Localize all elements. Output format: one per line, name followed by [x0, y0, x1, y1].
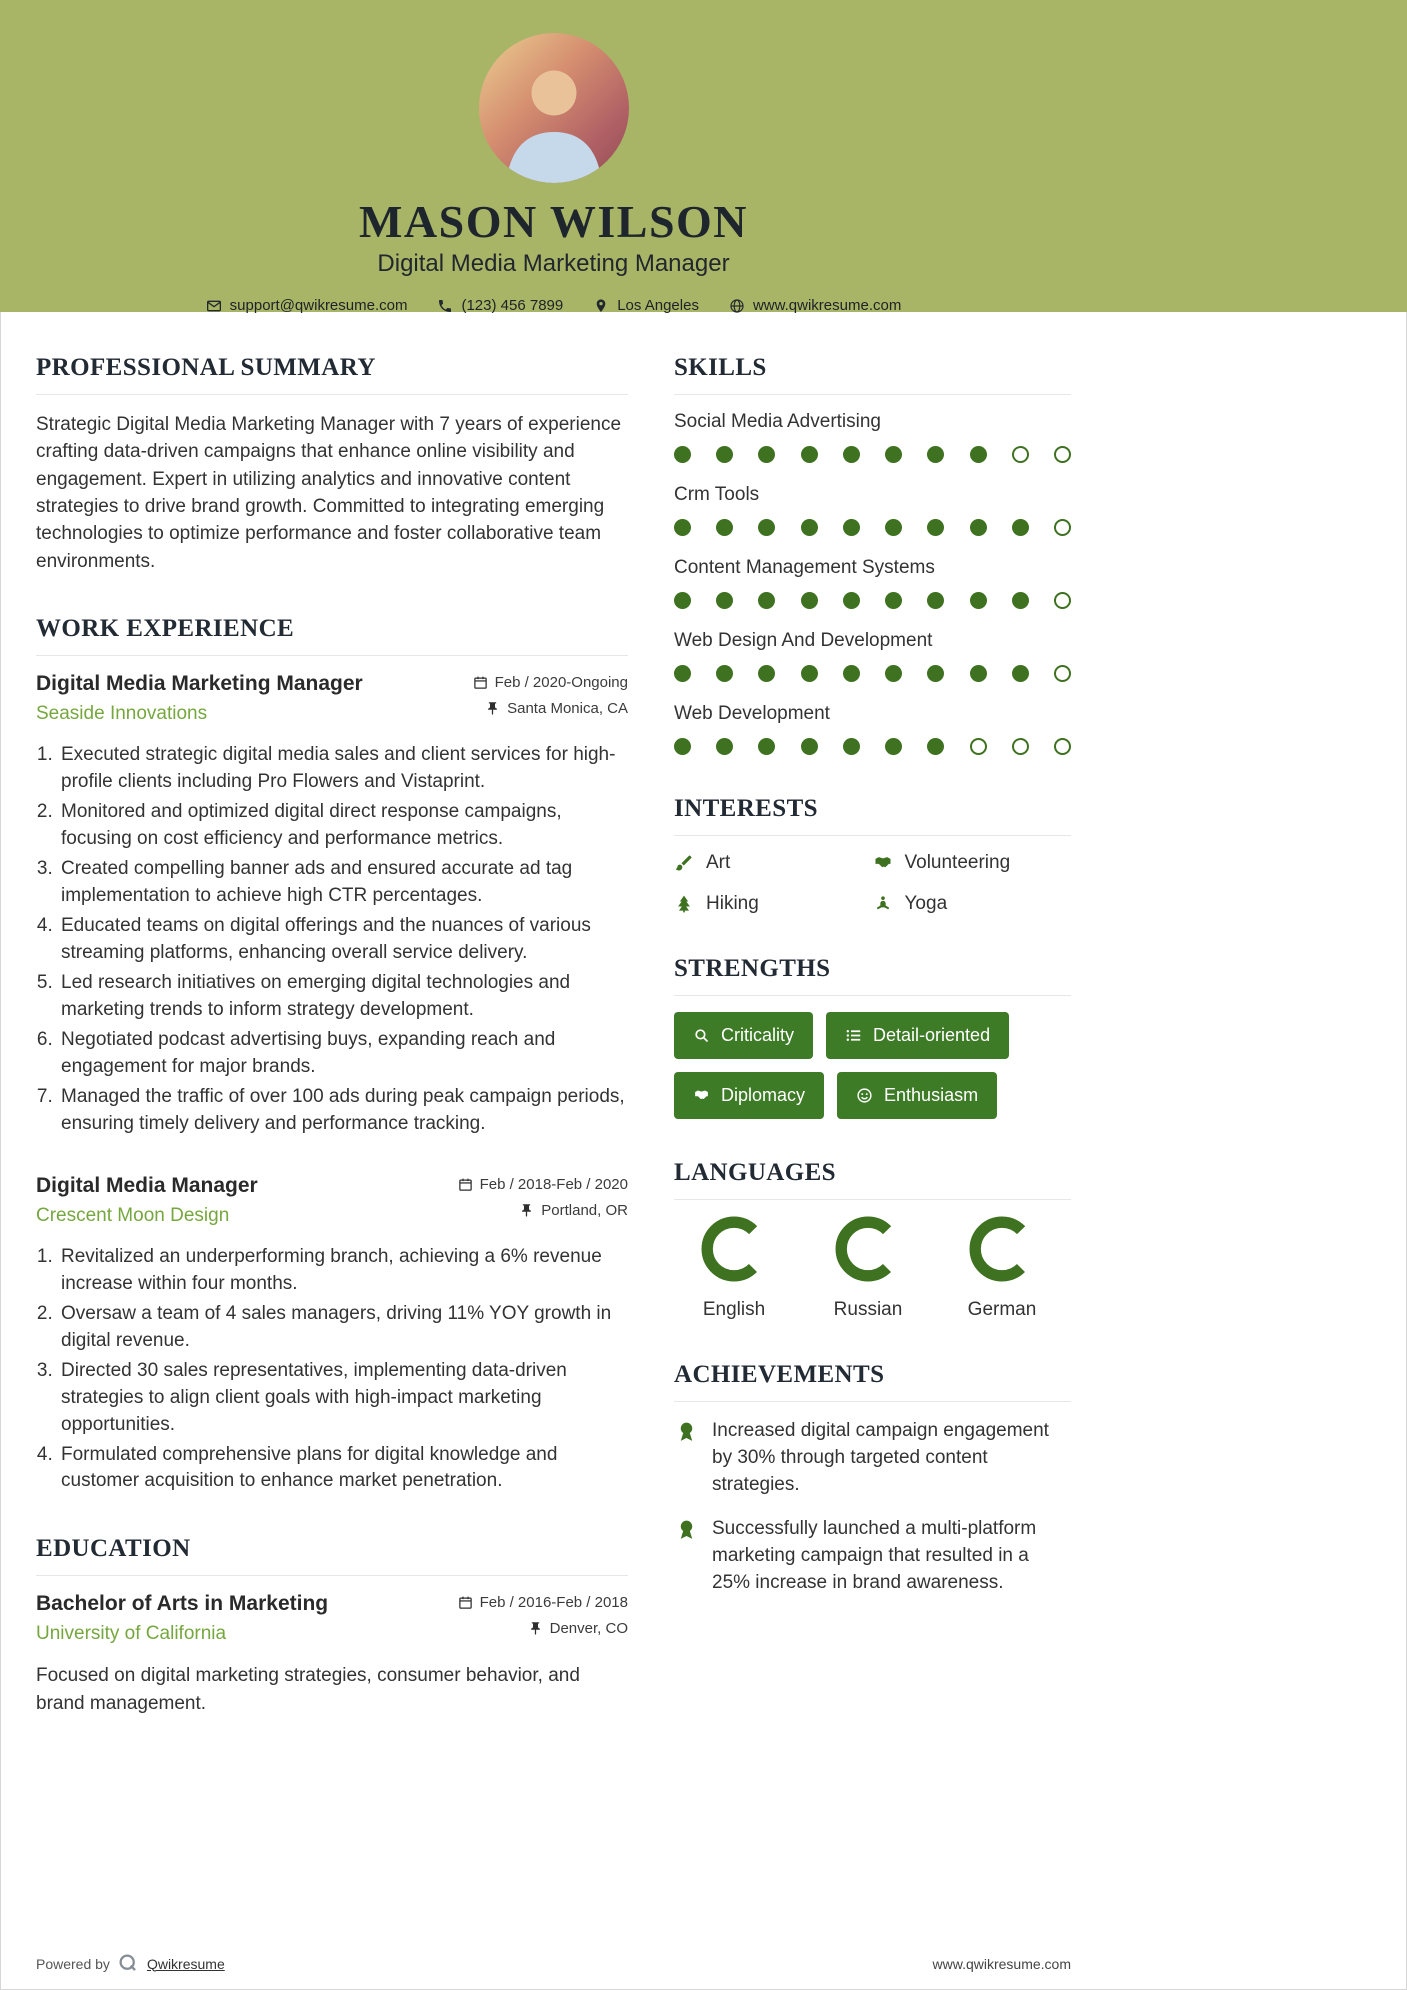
skill-rating [674, 592, 1071, 609]
skill-dot-filled [674, 446, 691, 463]
skill-dot-filled [674, 592, 691, 609]
contact-website [729, 297, 901, 314]
section-work-experience [36, 615, 628, 1495]
phone-icon [437, 298, 453, 314]
job-title: Digital Media Manager [36, 1173, 258, 1197]
company-name: Crescent Moon Design [36, 1204, 230, 1226]
calendar-icon [458, 1595, 473, 1610]
education-head-right [458, 1592, 628, 1646]
skill-dot-empty [1054, 446, 1071, 463]
job-bullet: 4. Educated teams on digital offerings and the nuances of various streaming platforms, enhancing overall service delivery. [58, 913, 628, 967]
strengths-heading: STRENGTHS [674, 955, 1071, 996]
skill-dot-filled [927, 592, 944, 609]
job-location-text: Portland, OR [541, 1201, 628, 1219]
meditation-icon [873, 894, 893, 914]
skill-dot-filled [843, 519, 860, 536]
strength-label: Enthusiasm [884, 1085, 979, 1105]
header [0, 0, 1407, 312]
skill-name: Web Design And Development [674, 630, 933, 651]
job-dates [473, 674, 628, 691]
skill-dot-filled [758, 592, 775, 609]
job-location-text: Santa Monica, CA [507, 700, 628, 718]
pushpin-icon [485, 701, 500, 716]
job-date-text: Feb / 2020-Ongoing [494, 674, 628, 692]
skill-name: Social Media Advertising [674, 411, 881, 432]
job-date-text: Feb / 2018-Feb / 2020 [479, 1175, 628, 1193]
education-location [458, 1620, 628, 1637]
skill-rating [674, 665, 1071, 682]
education-heading: EDUCATION [36, 1535, 628, 1576]
globe-icon [729, 298, 745, 314]
skill-dot-filled [927, 665, 944, 682]
job-bullet: 7. Managed the traffic of over 100 ads during peak campaign periods, ensuring timely delivery and performance tracking. [58, 1084, 628, 1138]
resume-sheet [0, 312, 1107, 1757]
interest-label: Art [706, 852, 731, 873]
skill-dot-filled [758, 665, 775, 682]
interest-label: Yoga [904, 893, 948, 914]
profile-photo [479, 33, 629, 183]
contact-phone-text: (123) 456 7899 [461, 297, 564, 314]
interests-grid [674, 852, 1071, 915]
skill-dot-filled [927, 738, 944, 755]
skill-dot-filled [674, 665, 691, 682]
language-level-arc [701, 1216, 767, 1282]
job-head-left [36, 672, 363, 725]
language-name: Russian [833, 1299, 903, 1320]
job-bullets [36, 1244, 628, 1496]
list-icon [845, 1027, 862, 1044]
achievement-text: Successfully launched a multi-platform marketing campaign that resulted in a 25% increase in brand awareness. [712, 1517, 1037, 1593]
education-dates [458, 1594, 628, 1611]
skill-item [674, 557, 1071, 609]
skill-item [674, 484, 1071, 536]
skill-dot-filled [674, 738, 691, 755]
education-location-text: Denver, CO [549, 1620, 628, 1638]
skill-rating [674, 519, 1071, 536]
job-dates [458, 1176, 628, 1193]
skill-dot-filled [801, 592, 818, 609]
skill-dot-filled [885, 665, 902, 682]
job-location [473, 700, 628, 717]
skill-dot-filled [927, 446, 944, 463]
strength-chip [837, 1072, 997, 1119]
strength-chip [674, 1072, 824, 1119]
qwikresume-link[interactable]: Qwikresume [146, 1955, 225, 1972]
job-bullet: 5. Led research initiatives on emerging digital technologies and marketing trends to inform strategy development. [58, 970, 628, 1024]
skill-dot-filled [801, 665, 818, 682]
education-head [36, 1592, 628, 1646]
school-name: University of California [36, 1623, 227, 1645]
skill-dot-filled [970, 519, 987, 536]
job-head-left [36, 1174, 258, 1227]
skill-name: Crm Tools [674, 484, 760, 505]
interest-item [674, 893, 873, 915]
achievements-list [674, 1418, 1071, 1597]
interest-label: Hiking [706, 893, 759, 914]
languages-list [674, 1216, 1071, 1321]
skill-dot-filled [716, 519, 733, 536]
skill-item [674, 703, 1071, 755]
languages-heading: LANGUAGES [674, 1159, 1071, 1200]
skill-dot-empty [1054, 519, 1071, 536]
skill-rating [674, 446, 1071, 463]
job-location [458, 1202, 628, 1219]
interests-heading: INTERESTS [674, 795, 1071, 836]
skill-dot-filled [801, 446, 818, 463]
pushpin-icon [528, 1621, 543, 1636]
skill-dot-filled [801, 738, 818, 755]
profile-photo-silhouette [479, 33, 629, 183]
job-bullet: 4. Formulated comprehensive plans for digital knowledge and customer acquisition to enhance market penetration. [58, 1442, 628, 1496]
skill-dot-filled [970, 446, 987, 463]
strength-chip [674, 1012, 813, 1059]
degree-title: Bachelor of Arts in Marketing [36, 1592, 329, 1616]
left-column [36, 354, 628, 1757]
contact-location [593, 297, 699, 314]
language-name: German [967, 1299, 1037, 1320]
job-title: Digital Media Marketing Manager [36, 672, 363, 696]
summary-heading: PROFESSIONAL SUMMARY [36, 354, 628, 395]
skill-name: Web Development [674, 703, 830, 724]
skill-dot-filled [716, 665, 733, 682]
qwikresume-logo-icon [118, 1953, 139, 1974]
language-level-arc [835, 1216, 901, 1282]
job-bullet: 3. Directed 30 sales representatives, implementing data-driven strategies to align client goals with high-impact marketing opportunities. [58, 1358, 628, 1439]
skill-dot-filled [843, 665, 860, 682]
skill-rating [674, 738, 1071, 755]
language-item [808, 1216, 928, 1321]
footer [36, 1953, 1071, 1974]
skill-dot-filled [1012, 592, 1029, 609]
calendar-icon [458, 1177, 473, 1192]
skill-dot-filled [674, 519, 691, 536]
education-head-left [36, 1592, 328, 1645]
work-heading: WORK EXPERIENCE [36, 615, 628, 656]
skill-dot-filled [885, 738, 902, 755]
smiley-icon [856, 1087, 873, 1104]
contact-phone [437, 297, 563, 314]
email-icon [206, 298, 222, 314]
job-head [36, 1174, 628, 1228]
skill-dot-filled [843, 592, 860, 609]
section-skills [674, 354, 1071, 755]
contact-location-text: Los Angeles [617, 297, 699, 314]
skills-list [674, 411, 1071, 755]
handshake-icon [873, 853, 893, 873]
skill-dot-filled [885, 592, 902, 609]
section-achievements [674, 1361, 1071, 1597]
job-entry [36, 672, 628, 1138]
skill-dot-filled [716, 446, 733, 463]
skill-dot-filled [885, 519, 902, 536]
pushpin-icon [519, 1203, 534, 1218]
interest-item [873, 852, 1072, 874]
skill-item [674, 630, 1071, 682]
interest-item [873, 893, 1072, 915]
strength-label: Detail-oriented [873, 1025, 991, 1045]
strength-label: Diplomacy [721, 1085, 806, 1105]
award-icon [674, 1419, 699, 1444]
strength-chip [826, 1012, 1009, 1059]
interest-item [674, 852, 873, 874]
handshake-icon [693, 1087, 710, 1104]
company-name: Seaside Innovations [36, 703, 208, 725]
right-column [674, 354, 1071, 1757]
skill-dot-filled [716, 738, 733, 755]
achievement-item [674, 1418, 1071, 1499]
achievement-item [674, 1516, 1071, 1597]
skill-name: Content Management Systems [674, 557, 935, 578]
job-head-right [458, 1174, 628, 1228]
skill-dot-filled [1012, 665, 1029, 682]
language-level-arc [969, 1216, 1035, 1282]
magnifier-icon [693, 1027, 710, 1044]
candidate-name: MASON WILSON [358, 196, 749, 247]
achievements-heading: ACHIEVEMENTS [674, 1361, 1071, 1402]
skill-dot-empty [1054, 665, 1071, 682]
education-date-text: Feb / 2016-Feb / 2018 [479, 1594, 628, 1612]
skill-dot-filled [801, 519, 818, 536]
language-name: English [702, 1299, 766, 1320]
location-icon [593, 298, 609, 314]
paintbrush-icon [674, 853, 694, 873]
candidate-title: Digital Media Marketing Manager [377, 250, 730, 277]
section-professional-summary [36, 354, 628, 575]
main-columns [36, 312, 1071, 1757]
job-bullet: 2. Oversaw a team of 4 sales managers, driving 11% YOY growth in digital revenue. [58, 1301, 628, 1355]
skill-dot-filled [843, 738, 860, 755]
achievement-text: Increased digital campaign engagement by 30% through targeted content strategies. [712, 1420, 1049, 1495]
section-strengths [674, 955, 1071, 1119]
skill-dot-filled [970, 592, 987, 609]
job-bullet: 6. Negotiated podcast advertising buys, expanding reach and engagement for major brands. [58, 1027, 628, 1081]
skill-dot-filled [885, 446, 902, 463]
skill-dot-empty [1054, 592, 1071, 609]
contact-email-text: support@qwikresume.com [229, 297, 408, 314]
skills-heading: SKILLS [674, 354, 1071, 395]
job-head [36, 672, 628, 726]
education-note: Focused on digital marketing strategies, consumer behavior, and brand management. [36, 1665, 580, 1714]
contact-email [206, 297, 408, 314]
header-inner [0, 33, 1107, 314]
job-bullets [36, 742, 628, 1138]
section-education [36, 1535, 628, 1717]
skill-dot-empty [1012, 738, 1029, 755]
skill-dot-filled [1012, 519, 1029, 536]
skill-dot-filled [758, 446, 775, 463]
strength-label: Criticality [721, 1025, 795, 1045]
job-entry [36, 1174, 628, 1496]
job-bullet: 2. Monitored and optimized digital direct response campaigns, focusing on cost efficiency and performance metrics. [58, 799, 628, 853]
job-bullet: 3. Created compelling banner ads and ensured accurate ad tag implementation to achieve high CTR percentages. [58, 856, 628, 910]
powered-by-label: Powered by [36, 1955, 110, 1972]
job-bullet: 1. Executed strategic digital media sales and client services for high-profile clients including Pro Flowers and Vistaprint. [58, 742, 628, 796]
skill-dot-filled [843, 446, 860, 463]
calendar-icon [473, 675, 488, 690]
contact-website-text: www.qwikresume.com [752, 297, 902, 314]
interest-label: Volunteering [904, 852, 1011, 873]
skill-dot-filled [758, 519, 775, 536]
strengths-grid [674, 1012, 1071, 1119]
skill-dot-filled [716, 592, 733, 609]
skill-dot-empty [970, 738, 987, 755]
language-item [942, 1216, 1062, 1321]
job-head-right [473, 672, 628, 726]
skill-item [674, 411, 1071, 463]
skill-dot-filled [970, 665, 987, 682]
job-bullet: 1. Revitalized an underperforming branch, achieving a 6% revenue increase within four months. [58, 1244, 628, 1298]
language-item [674, 1216, 794, 1321]
skill-dot-empty [1054, 738, 1071, 755]
award-icon [674, 1517, 699, 1542]
skill-dot-filled [927, 519, 944, 536]
skill-dot-empty [1012, 446, 1029, 463]
footer-site-url: www.qwikresume.com [932, 1955, 1071, 1972]
skill-dot-filled [758, 738, 775, 755]
pine-tree-icon [674, 894, 694, 914]
section-interests [674, 795, 1071, 915]
section-languages [674, 1159, 1071, 1321]
footer-brand [36, 1953, 225, 1974]
summary-text: Strategic Digital Media Marketing Manager with 7 years of experience crafting data-driven campaigns that enhance online visibility and engagement. Expert in utilizing analytics and innovative content strategies to drive brand growth. Committed to integrating emerging technologies to optimize performance and foster collaborative team environments. [36, 414, 622, 572]
